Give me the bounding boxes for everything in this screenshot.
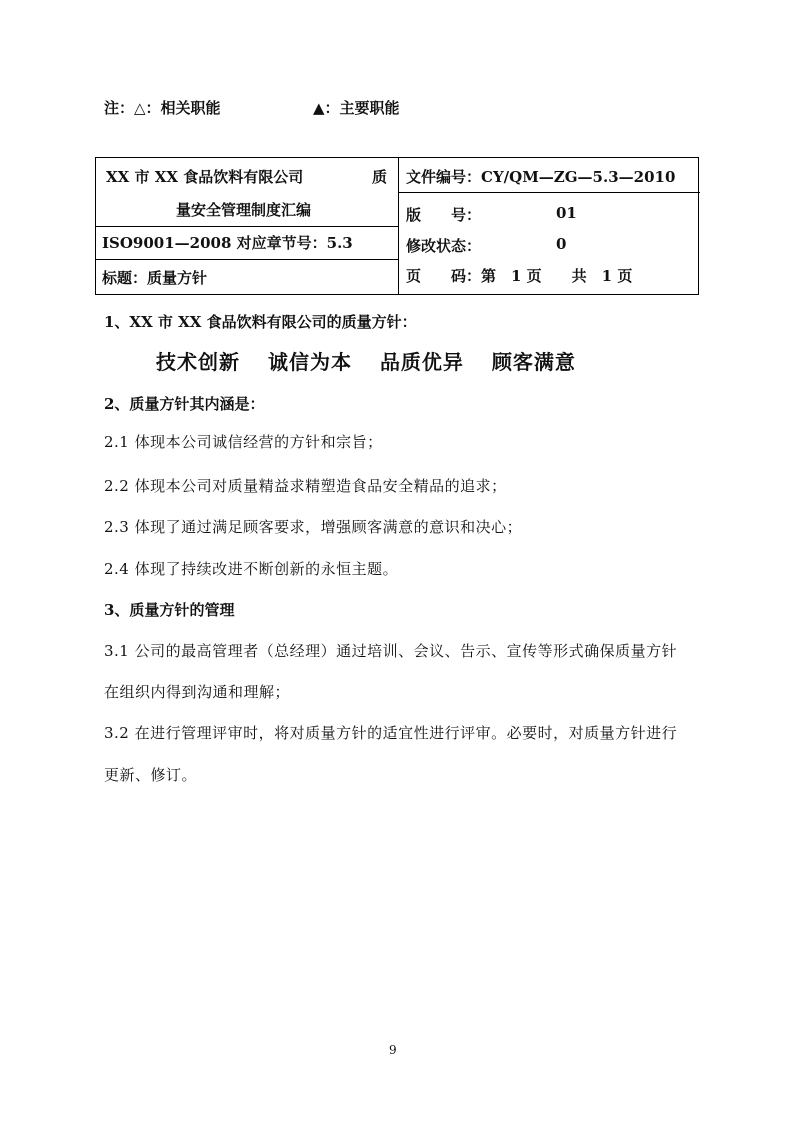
header-row-line <box>96 259 398 260</box>
paragraph-2-1: 2.1 体现本公司诚信经营的方针和宗旨； <box>104 433 383 451</box>
page-number: 9 <box>389 1043 397 1057</box>
note-related-function: 注：△：相关职能 <box>104 99 221 117</box>
paragraph-3-1-line2: 在组织内得到沟通和理解； <box>104 683 291 701</box>
section-1-heading: 1、XX 市 XX 食品饮料有限公司的质量方针： <box>104 313 417 331</box>
revision-value: 0 <box>556 235 567 253</box>
section-2-heading: 2、质量方针其内涵是： <box>104 395 265 413</box>
slogan-item: 诚信为本 <box>267 350 352 374</box>
paragraph-3-1-line1: 3.1 公司的最高管理者（总经理）通过培训、会议、告示、宣传等形式确保质量方针 <box>104 642 678 660</box>
document-header-table <box>95 157 699 295</box>
paragraph-3-2-line1: 3.2 在进行管理评审时，将对质量方针的适宜性进行评审。必要时，对质量方针进行 <box>104 724 678 742</box>
company-name-line2: 量安全管理制度汇编 <box>176 201 312 219</box>
document-title: 标题：质量方针 <box>102 269 208 287</box>
paragraph-2-3: 2.3 体现了通过满足顾客要求，增强顾客满意的意识和决心； <box>104 518 523 536</box>
company-name-line1-tail: 质 <box>372 168 388 186</box>
quality-policy-slogan <box>156 346 576 375</box>
slogan-item: 技术创新 <box>156 350 240 374</box>
note-main-function: ▲：主要职能 <box>313 99 400 117</box>
version-value: 01 <box>556 204 577 222</box>
header-divider <box>398 158 399 294</box>
iso-chapter: ISO9001—2008 对应章节号：5.3 <box>102 234 353 252</box>
page-info: 页 码：第 1 页 共 1 页 <box>406 267 633 285</box>
paragraph-3-2-line2: 更新、修订。 <box>104 766 198 784</box>
header-row-line <box>96 226 398 227</box>
document-number: 文件编号：CY/QM—ZG—5.3—2010 <box>406 168 676 186</box>
company-name-line1: XX 市 XX 食品饮料有限公司 <box>106 168 304 186</box>
slogan-item: 顾客满意 <box>491 350 576 374</box>
paragraph-2-4: 2.4 体现了持续改进不断创新的永恒主题。 <box>104 560 399 578</box>
revision-label: 修改状态： <box>406 237 482 255</box>
header-row-line <box>398 192 700 193</box>
slogan-item: 品质优异 <box>379 350 464 374</box>
version-label: 版 号： <box>406 206 482 224</box>
section-3-heading: 3、质量方针的管理 <box>104 601 235 619</box>
paragraph-2-2: 2.2 体现本公司对质量精益求精塑造食品安全精品的追求； <box>104 477 507 495</box>
